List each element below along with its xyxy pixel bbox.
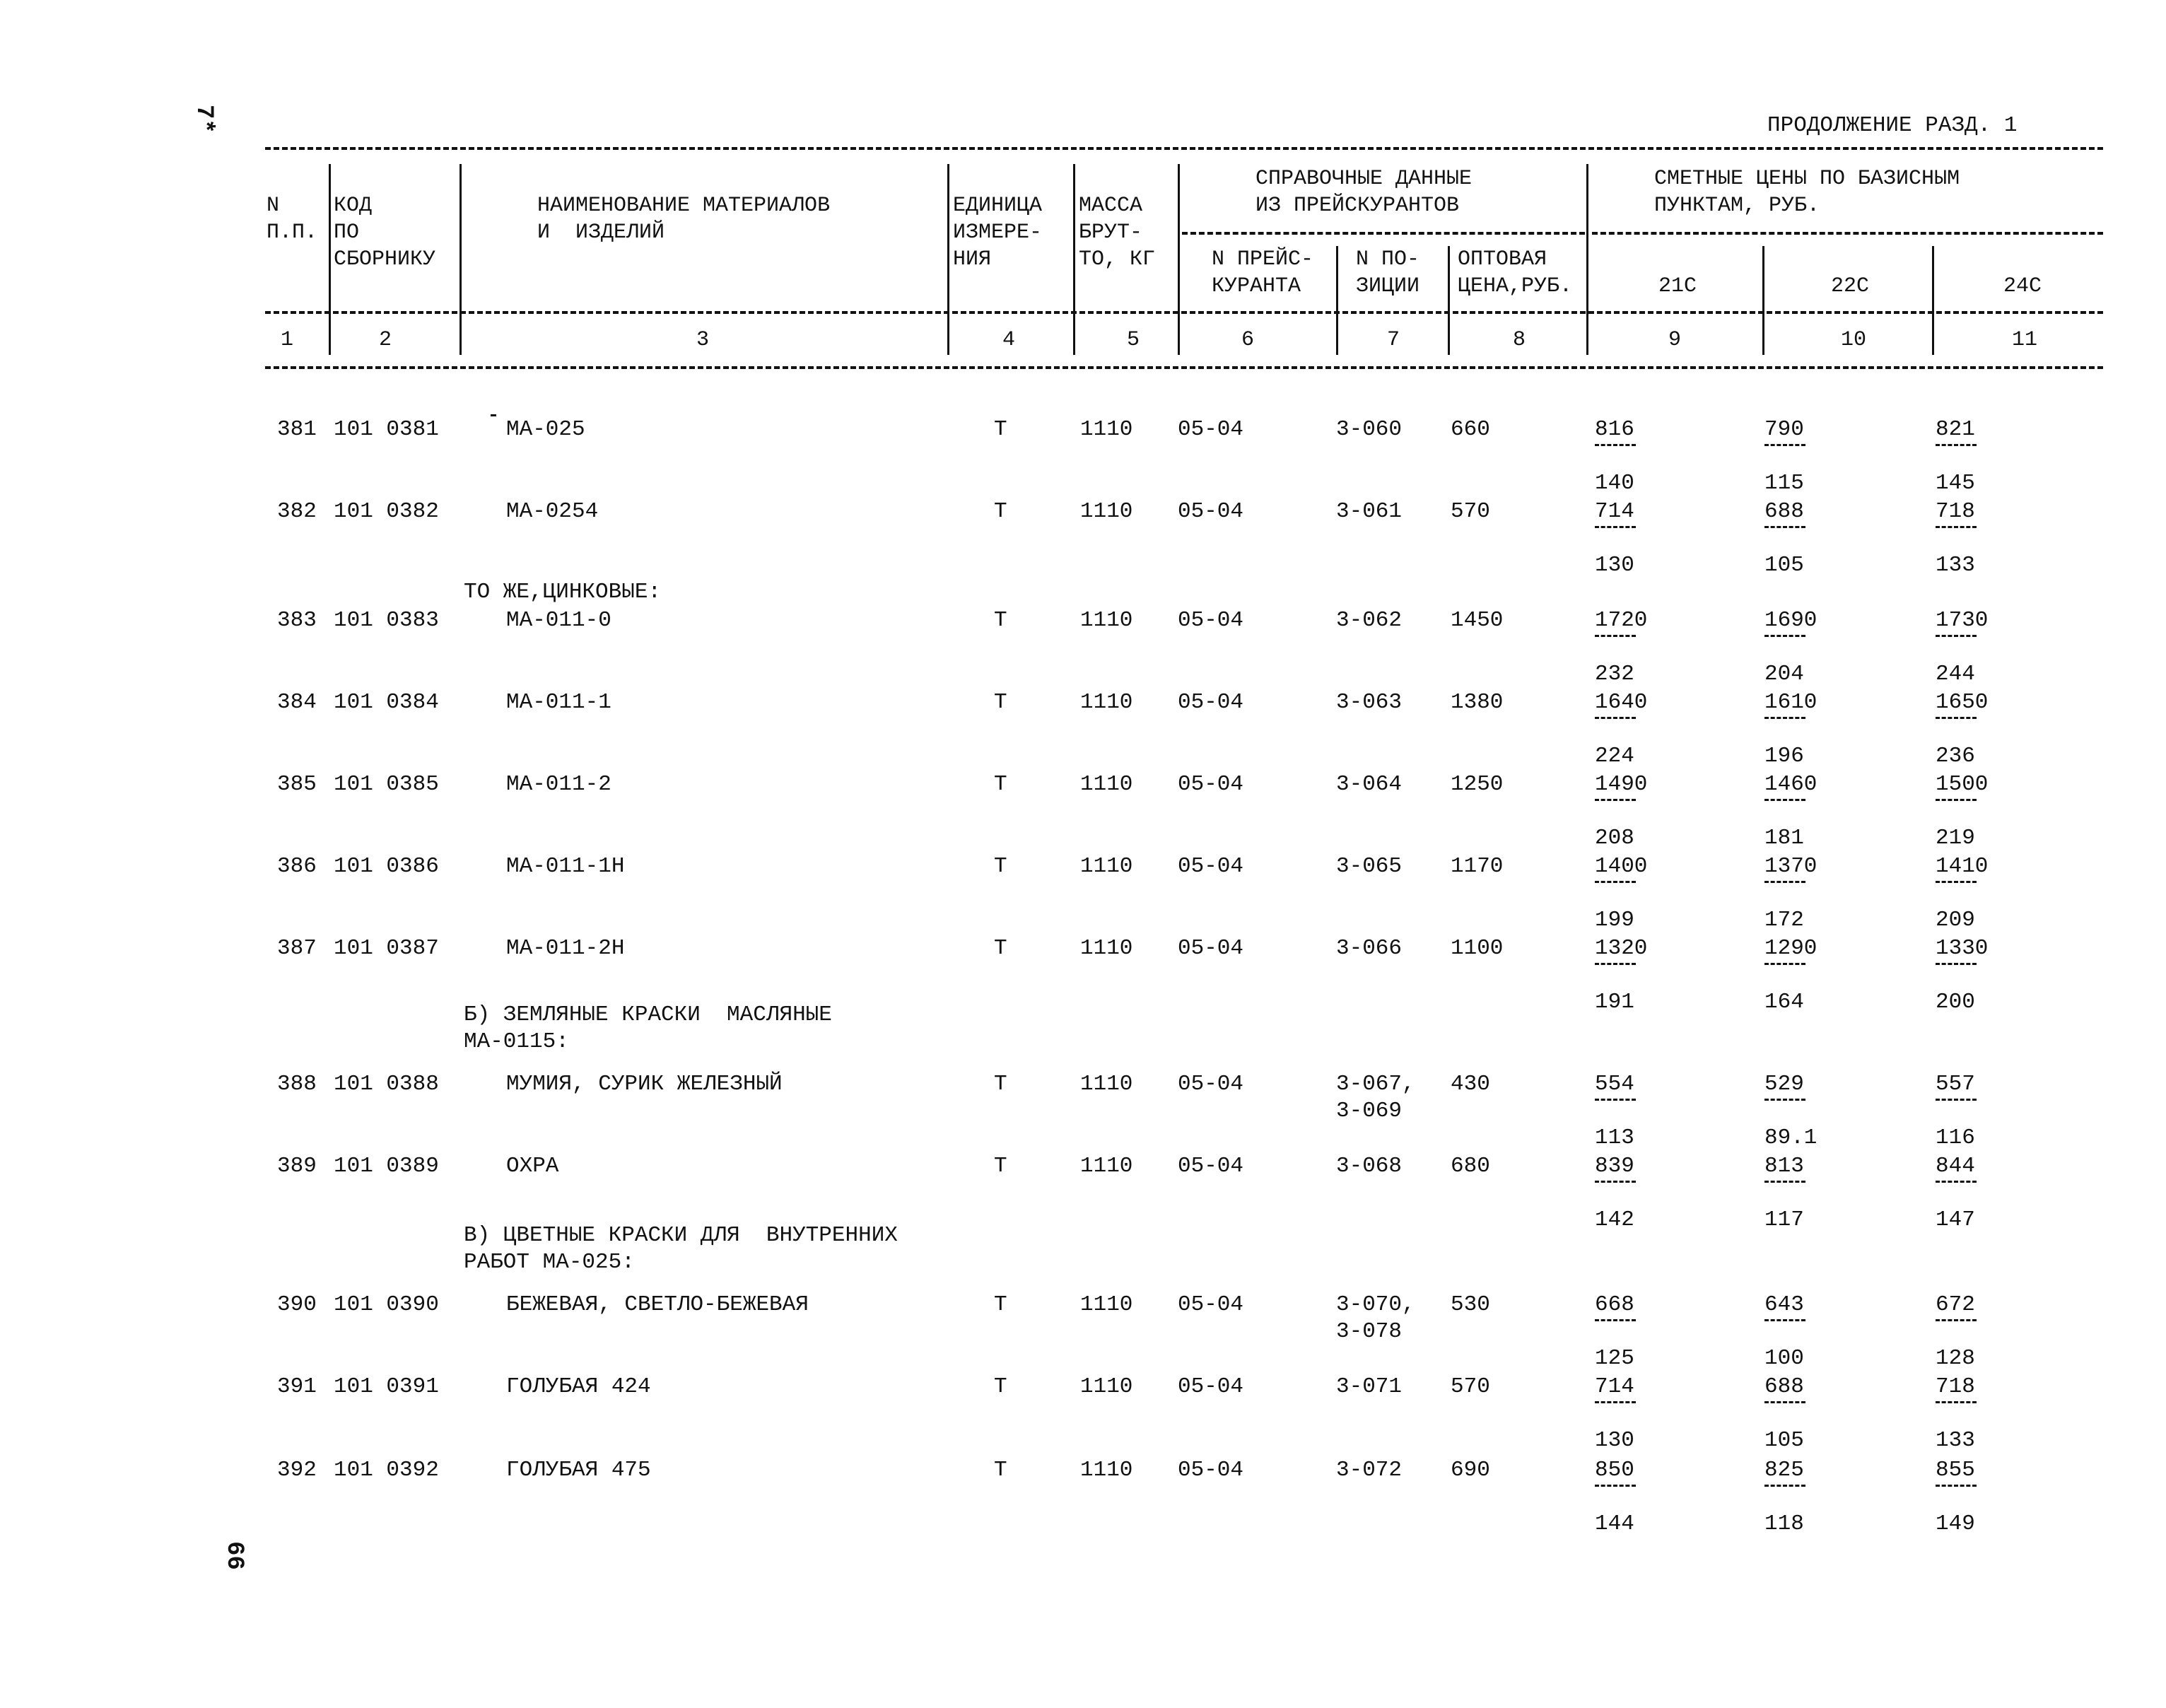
row-name: ГОЛУБАЯ 424	[506, 1374, 651, 1399]
price-21c-numerator: 1490	[1595, 772, 1648, 797]
price-21c-numerator: 839	[1595, 1154, 1634, 1178]
corner-mark: 7*	[190, 105, 217, 134]
hdr-c4-l1: ЕДИНИЦА	[953, 194, 1043, 218]
section-heading: В) ЦВЕТНЫЕ КРАСКИ ДЛЯ ВНУТРЕННИХ	[464, 1223, 898, 1248]
row-code: 101 0386	[334, 854, 439, 879]
price-21c-numerator: 1640	[1595, 690, 1648, 715]
price-24c-numerator: 718	[1936, 499, 1975, 524]
hdr-c8-l2: ЦЕНА,РУБ.	[1458, 274, 1573, 298]
header-sep-6	[1336, 246, 1338, 355]
row-unit: Т	[994, 854, 1007, 879]
price-21c-fraction-line	[1595, 963, 1636, 965]
price-21c-fraction-line	[1595, 444, 1636, 446]
price-21c-denominator: 130	[1595, 1428, 1634, 1453]
hdr-c3-l1: НАИМЕНОВАНИЕ МАТЕРИАЛОВ	[537, 194, 831, 218]
header-sep-8	[1586, 164, 1588, 355]
price-24c-denominator: 236	[1936, 744, 1975, 768]
header-sep-3	[947, 164, 949, 355]
row-pricelist: 05-04	[1178, 417, 1244, 442]
price-21c-denominator: 199	[1595, 908, 1634, 932]
price-24c-numerator: 855	[1936, 1458, 1975, 1482]
price-21c-numerator: 668	[1595, 1292, 1634, 1317]
row-number: 385	[277, 772, 317, 797]
price-21c-fraction-line	[1595, 717, 1636, 719]
header-mid-rule	[265, 311, 2103, 314]
price-24c-fraction-line	[1936, 881, 1977, 883]
row-mass: 1110	[1080, 1292, 1133, 1317]
row-wholesale-price: 1250	[1451, 772, 1504, 797]
price-24c-fraction-line	[1936, 1401, 1977, 1403]
price-21c-fraction-line	[1595, 799, 1636, 801]
hdr-c7-l1: N ПО-	[1356, 247, 1420, 271]
row-wholesale-price: 690	[1451, 1458, 1490, 1482]
price-21c-denominator: 113	[1595, 1125, 1634, 1150]
header-top-rule	[265, 147, 2103, 150]
price-22c-numerator: 1610	[1764, 690, 1817, 715]
price-21c-fraction-line	[1595, 881, 1636, 883]
price-21c-fraction-line	[1595, 1485, 1636, 1487]
section-heading: Б) ЗЕМЛЯНЫЕ КРАСКИ МАСЛЯНЫЕ	[464, 1002, 832, 1027]
price-24c-denominator: 200	[1936, 990, 1975, 1014]
hdr-group-ref-l2: ИЗ ПРЕЙСКУРАНТОВ	[1255, 194, 1460, 218]
price-22c-numerator: 825	[1764, 1458, 1804, 1482]
row-unit: Т	[994, 1458, 1007, 1482]
price-22c-denominator: 181	[1764, 826, 1804, 850]
row-code: 101 0390	[334, 1292, 439, 1317]
row-unit: Т	[994, 1154, 1007, 1178]
price-22c-numerator: 1370	[1764, 854, 1817, 879]
row-position: 3-066	[1336, 936, 1403, 961]
section-heading: ТО ЖЕ,ЦИНКОВЫЕ:	[464, 580, 662, 604]
hdr-c4-l2: ИЗМЕРЕ-	[953, 221, 1043, 245]
row-pricelist: 05-04	[1178, 772, 1244, 797]
price-24c-denominator: 149	[1936, 1511, 1975, 1536]
colnum-7: 7	[1387, 328, 1400, 352]
hdr-c8-l1: ОПТОВАЯ	[1458, 247, 1547, 271]
hdr-group-price-l1: СМЕТНЫЕ ЦЕНЫ ПО БАЗИСНЫМ	[1654, 167, 1960, 191]
row-pricelist: 05-04	[1178, 1072, 1244, 1096]
price-21c-numerator: 816	[1595, 417, 1634, 442]
row-position: 3-068	[1336, 1154, 1403, 1178]
price-24c-fraction-line	[1936, 963, 1977, 965]
hdr-c2-l2: ПО	[334, 221, 360, 245]
row-wholesale-price: 1380	[1451, 690, 1504, 715]
price-22c-denominator: 105	[1764, 1428, 1804, 1453]
row-pricelist: 05-04	[1178, 1374, 1244, 1399]
price-24c-numerator: 821	[1936, 417, 1975, 442]
hdr-c5-l2: БРУТ-	[1079, 221, 1143, 245]
row-position: 3-060	[1336, 417, 1403, 442]
row-code: 101 0384	[334, 690, 439, 715]
hdr-c9: 21С	[1658, 274, 1697, 298]
price-24c-denominator: 145	[1936, 471, 1975, 496]
price-21c-numerator: 1720	[1595, 608, 1648, 633]
row-code: 101 0382	[334, 499, 439, 524]
row-position: 3-070,	[1336, 1292, 1415, 1317]
row-code: 101 0387	[334, 936, 439, 961]
price-22c-numerator: 688	[1764, 499, 1804, 524]
colnum-10: 10	[1841, 328, 1867, 352]
colnum-1: 1	[281, 328, 294, 352]
row-number: 382	[277, 499, 317, 524]
price-22c-denominator: 164	[1764, 990, 1804, 1014]
hdr-c2-l3: СБОРНИКУ	[334, 247, 436, 271]
price-22c-denominator: 204	[1764, 662, 1804, 686]
price-24c-fraction-line	[1936, 717, 1977, 719]
price-24c-fraction-line	[1936, 1485, 1977, 1487]
row-mass: 1110	[1080, 1374, 1133, 1399]
hdr-c11: 24С	[2003, 274, 2042, 298]
price-24c-denominator: 244	[1936, 662, 1975, 686]
price-22c-fraction-line	[1764, 635, 1805, 637]
colnum-3: 3	[696, 328, 710, 352]
row-mass: 1110	[1080, 1458, 1133, 1482]
row-code: 101 0392	[334, 1458, 439, 1482]
row-number: 391	[277, 1374, 317, 1399]
row-position-cont: 3-069	[1336, 1099, 1403, 1123]
hdr-c10: 22С	[1831, 274, 1870, 298]
row-wholesale-price: 680	[1451, 1154, 1490, 1178]
price-22c-numerator: 813	[1764, 1154, 1804, 1178]
price-21c-numerator: 714	[1595, 499, 1634, 524]
price-22c-fraction-line	[1764, 1401, 1805, 1403]
price-24c-numerator: 718	[1936, 1374, 1975, 1399]
section-heading: РАБОТ МА-025:	[464, 1250, 635, 1275]
hdr-c5-l1: МАССА	[1079, 194, 1143, 218]
price-21c-numerator: 1320	[1595, 936, 1648, 961]
price-24c-numerator: 1730	[1936, 608, 1989, 633]
price-24c-numerator: 1500	[1936, 772, 1989, 797]
row-unit: Т	[994, 417, 1007, 442]
price-22c-numerator: 529	[1764, 1072, 1804, 1096]
price-22c-fraction-line	[1764, 1181, 1805, 1183]
row-mass: 1110	[1080, 854, 1133, 879]
price-24c-fraction-line	[1936, 1099, 1977, 1101]
scan-mark	[491, 414, 496, 416]
row-pricelist: 05-04	[1178, 1458, 1244, 1482]
price-21c-denominator: 208	[1595, 826, 1634, 850]
colnum-4: 4	[1002, 328, 1016, 352]
row-code: 101 0381	[334, 417, 439, 442]
price-24c-numerator: 1330	[1936, 936, 1989, 961]
price-24c-fraction-line	[1936, 1181, 1977, 1183]
colnum-9: 9	[1668, 328, 1682, 352]
row-code: 101 0391	[334, 1374, 439, 1399]
row-number: 392	[277, 1458, 317, 1482]
price-24c-numerator: 557	[1936, 1072, 1975, 1096]
price-22c-fraction-line	[1764, 717, 1805, 719]
price-24c-numerator: 844	[1936, 1154, 1975, 1178]
row-name: МА-025	[506, 417, 585, 442]
header-sep-5	[1178, 164, 1180, 355]
colnum-11: 11	[2012, 328, 2038, 352]
row-unit: Т	[994, 1072, 1007, 1096]
row-unit: Т	[994, 1374, 1007, 1399]
hdr-group-price-l2: ПУНКТАМ, РУБ.	[1654, 194, 1820, 218]
price-22c-fraction-line	[1764, 1485, 1805, 1487]
price-21c-fraction-line	[1595, 1181, 1636, 1183]
row-code: 101 0383	[334, 608, 439, 633]
price-22c-fraction-line	[1764, 799, 1805, 801]
header-bottom-rule	[265, 366, 2103, 369]
price-21c-numerator: 850	[1595, 1458, 1634, 1482]
price-22c-fraction-line	[1764, 1319, 1805, 1321]
header-sep-7	[1448, 246, 1450, 355]
row-pricelist: 05-04	[1178, 1292, 1244, 1317]
row-number: 383	[277, 608, 317, 633]
row-wholesale-price: 530	[1451, 1292, 1490, 1317]
price-24c-fraction-line	[1936, 799, 1977, 801]
header-sep-1	[329, 164, 331, 355]
price-22c-fraction-line	[1764, 963, 1805, 965]
price-24c-fraction-line	[1936, 635, 1977, 637]
row-position: 3-062	[1336, 608, 1403, 633]
price-21c-numerator: 1400	[1595, 854, 1648, 879]
price-24c-denominator: 133	[1936, 553, 1975, 578]
row-number: 386	[277, 854, 317, 879]
price-24c-numerator: 672	[1936, 1292, 1975, 1317]
row-position: 3-067,	[1336, 1072, 1415, 1096]
price-24c-fraction-line	[1936, 526, 1977, 528]
row-name: МА-011-2	[506, 772, 611, 797]
row-position: 3-061	[1336, 499, 1403, 524]
hdr-c1-l1: N	[267, 194, 280, 218]
price-24c-numerator: 1410	[1936, 854, 1989, 879]
row-position: 3-071	[1336, 1374, 1403, 1399]
group-ref-rule	[1182, 232, 1585, 235]
header-sep-4	[1073, 164, 1075, 355]
row-position: 3-064	[1336, 772, 1403, 797]
row-mass: 1110	[1080, 608, 1133, 633]
price-21c-denominator: 130	[1595, 553, 1634, 578]
price-21c-numerator: 714	[1595, 1374, 1634, 1399]
row-name: ОХРА	[506, 1154, 559, 1178]
row-position-cont: 3-078	[1336, 1319, 1403, 1344]
price-21c-numerator: 554	[1595, 1072, 1634, 1096]
colnum-8: 8	[1513, 328, 1526, 352]
row-number: 390	[277, 1292, 317, 1317]
row-mass: 1110	[1080, 936, 1133, 961]
row-name: МУМИЯ, СУРИК ЖЕЛЕЗНЫЙ	[506, 1072, 783, 1096]
price-21c-denominator: 232	[1595, 662, 1634, 686]
header-sep-10	[1932, 246, 1934, 355]
price-21c-fraction-line	[1595, 1099, 1636, 1101]
row-number: 381	[277, 417, 317, 442]
row-mass: 1110	[1080, 499, 1133, 524]
price-24c-fraction-line	[1936, 444, 1977, 446]
colnum-5: 5	[1127, 328, 1140, 352]
row-position: 3-065	[1336, 854, 1403, 879]
row-name: ГОЛУБАЯ 475	[506, 1458, 651, 1482]
price-22c-numerator: 790	[1764, 417, 1804, 442]
price-22c-fraction-line	[1764, 526, 1805, 528]
hdr-c1-l2: П.П.	[267, 221, 318, 245]
price-21c-denominator: 191	[1595, 990, 1634, 1014]
price-21c-denominator: 140	[1595, 471, 1634, 496]
row-position: 3-072	[1336, 1458, 1403, 1482]
row-unit: Т	[994, 499, 1007, 524]
colnum-6: 6	[1241, 328, 1255, 352]
row-unit: Т	[994, 936, 1007, 961]
price-22c-denominator: 100	[1764, 1346, 1804, 1371]
price-22c-denominator: 196	[1764, 744, 1804, 768]
price-22c-denominator: 89.1	[1764, 1125, 1817, 1150]
row-unit: Т	[994, 1292, 1007, 1317]
price-24c-denominator: 147	[1936, 1207, 1975, 1232]
price-24c-denominator: 133	[1936, 1428, 1975, 1453]
page-number: 66	[221, 1541, 247, 1570]
row-pricelist: 05-04	[1178, 690, 1244, 715]
hdr-c7-l2: ЗИЦИИ	[1356, 274, 1420, 298]
row-pricelist: 05-04	[1178, 1154, 1244, 1178]
row-number: 388	[277, 1072, 317, 1096]
price-22c-fraction-line	[1764, 444, 1805, 446]
price-22c-numerator: 688	[1764, 1374, 1804, 1399]
row-wholesale-price: 570	[1451, 1374, 1490, 1399]
hdr-group-ref-l1: СПРАВОЧНЫЕ ДАННЫЕ	[1255, 167, 1473, 191]
price-24c-denominator: 209	[1936, 908, 1975, 932]
section-heading: МА-0115:	[464, 1029, 569, 1054]
price-22c-denominator: 118	[1764, 1511, 1804, 1536]
row-name: МА-011-2Н	[506, 936, 625, 961]
header-sep-2	[459, 164, 462, 355]
row-code: 101 0388	[334, 1072, 439, 1096]
row-wholesale-price: 570	[1451, 499, 1490, 524]
row-pricelist: 05-04	[1178, 854, 1244, 879]
row-wholesale-price: 1170	[1451, 854, 1504, 879]
row-name: МА-0254	[506, 499, 599, 524]
row-unit: Т	[994, 772, 1007, 797]
price-22c-numerator: 1290	[1764, 936, 1817, 961]
price-22c-numerator: 643	[1764, 1292, 1804, 1317]
price-21c-fraction-line	[1595, 1319, 1636, 1321]
row-wholesale-price: 1450	[1451, 608, 1504, 633]
row-mass: 1110	[1080, 1072, 1133, 1096]
group-price-rule	[1592, 232, 2103, 235]
hdr-c2-l1: КОД	[334, 194, 373, 218]
row-wholesale-price: 660	[1451, 417, 1490, 442]
row-pricelist: 05-04	[1178, 608, 1244, 633]
hdr-c3-l2: И ИЗДЕЛИЙ	[537, 221, 665, 245]
row-unit: Т	[994, 690, 1007, 715]
row-pricelist: 05-04	[1178, 499, 1244, 524]
hdr-c5-l3: ТО, КГ	[1079, 247, 1156, 271]
row-position: 3-063	[1336, 690, 1403, 715]
row-pricelist: 05-04	[1178, 936, 1244, 961]
price-21c-denominator: 224	[1595, 744, 1634, 768]
price-22c-fraction-line	[1764, 1099, 1805, 1101]
hdr-c4-l3: НИЯ	[953, 247, 992, 271]
price-21c-denominator: 125	[1595, 1346, 1634, 1371]
row-code: 101 0385	[334, 772, 439, 797]
price-24c-denominator: 219	[1936, 826, 1975, 850]
price-22c-denominator: 172	[1764, 908, 1804, 932]
price-22c-denominator: 117	[1764, 1207, 1804, 1232]
row-number: 389	[277, 1154, 317, 1178]
colnum-2: 2	[379, 328, 392, 352]
price-24c-denominator: 128	[1936, 1346, 1975, 1371]
row-code: 101 0389	[334, 1154, 439, 1178]
price-24c-fraction-line	[1936, 1319, 1977, 1321]
row-unit: Т	[994, 608, 1007, 633]
row-name: МА-011-0	[506, 608, 611, 633]
row-mass: 1110	[1080, 690, 1133, 715]
hdr-c6-l2: КУРАНТА	[1212, 274, 1301, 298]
price-21c-fraction-line	[1595, 526, 1636, 528]
price-22c-denominator: 115	[1764, 471, 1804, 496]
price-21c-denominator: 142	[1595, 1207, 1634, 1232]
price-21c-fraction-line	[1595, 635, 1636, 637]
price-24c-numerator: 1650	[1936, 690, 1989, 715]
row-wholesale-price: 1100	[1451, 936, 1504, 961]
row-mass: 1110	[1080, 1154, 1133, 1178]
row-name: БЕЖЕВАЯ, СВЕТЛО-БЕЖЕВАЯ	[506, 1292, 809, 1317]
hdr-c6-l1: N ПРЕЙС-	[1212, 247, 1314, 271]
price-22c-fraction-line	[1764, 881, 1805, 883]
price-21c-denominator: 144	[1595, 1511, 1634, 1536]
price-24c-denominator: 116	[1936, 1125, 1975, 1150]
row-number: 384	[277, 690, 317, 715]
row-name: МА-011-1	[506, 690, 611, 715]
price-22c-numerator: 1460	[1764, 772, 1817, 797]
row-mass: 1110	[1080, 417, 1133, 442]
row-mass: 1110	[1080, 772, 1133, 797]
row-number: 387	[277, 936, 317, 961]
row-wholesale-price: 430	[1451, 1072, 1490, 1096]
header-sep-9	[1762, 246, 1764, 355]
price-21c-fraction-line	[1595, 1401, 1636, 1403]
price-22c-numerator: 1690	[1764, 608, 1817, 633]
price-22c-denominator: 105	[1764, 553, 1804, 578]
continuation-title: ПРОДОЛЖЕНИЕ РАЗД. 1	[1767, 113, 2018, 138]
row-name: МА-011-1Н	[506, 854, 625, 879]
